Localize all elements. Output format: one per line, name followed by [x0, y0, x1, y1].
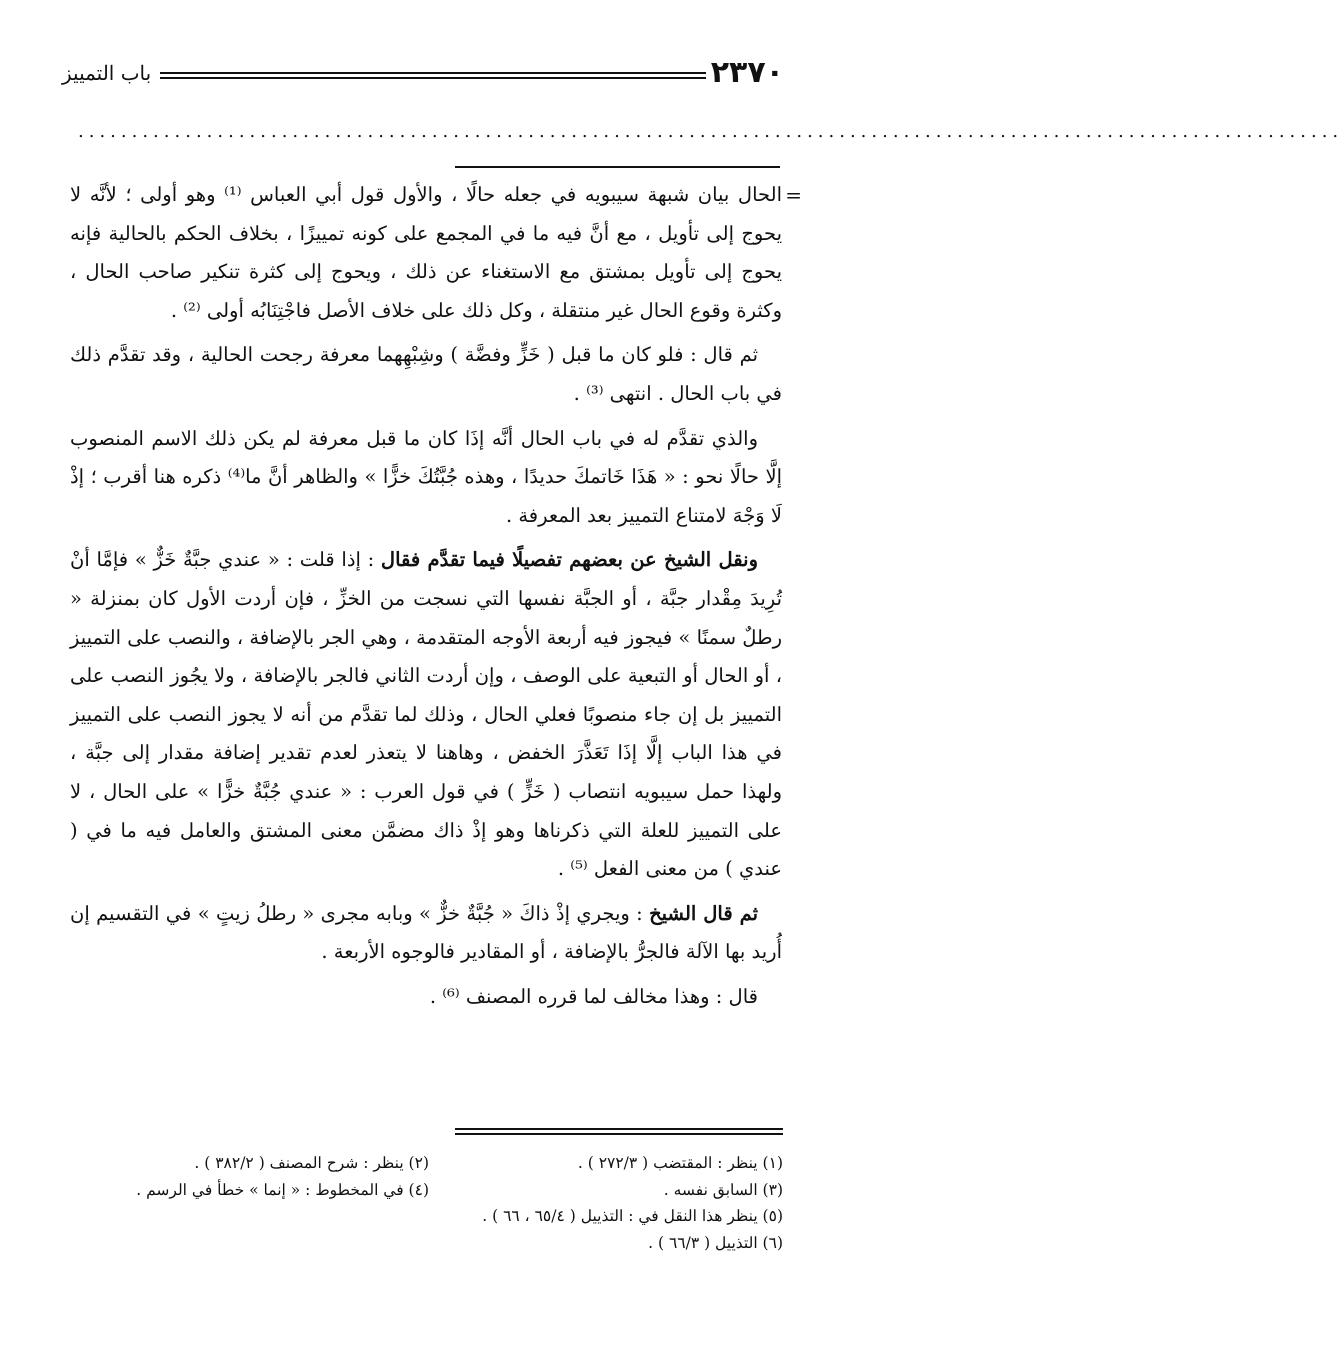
footnote-5: (٥) ينظر هذا النقل في : التذييل ( ٦٥/٤ ، ٦٦ ) .: [482, 1207, 783, 1225]
footnote-4: (٤) في المخطوط : « إنما » خطأ في الرسم .: [136, 1180, 429, 1199]
footnote-rule: [455, 1128, 783, 1138]
chapter-title: باب التمييز: [62, 61, 152, 85]
footnote-row-1: [75, 1150, 783, 1177]
main-text: [70, 176, 802, 1022]
footnote-6: (٦) التذييل ( ٦٦/٣ ) .: [648, 1233, 783, 1252]
running-header: [62, 52, 784, 96]
paragraph-2: ثم قال : فلو كان ما قبل ( خَزٍّ وفضَّة ) وشِبْهِهما معرفة رجحت الحالية ، وقد تقدَّم ذلك في باب الحال . انتهى ⁽³⁾ .: [70, 343, 782, 405]
paragraph-4: [70, 541, 782, 888]
footnote-rule-line-2: [455, 1133, 783, 1135]
footnote-3: (٣) السابق نفسه .: [663, 1180, 783, 1199]
footnote-row-3: [75, 1203, 783, 1230]
footnote-row-2: [75, 1177, 783, 1204]
continuation-mark: =: [785, 183, 802, 207]
paragraph-3: والذي تقدَّم له في باب الحال أنَّه إذَا كان ما قبل معرفة لم يكن ذلك الاسم المنصوب إلَّا حالًا نحو : « هَذَا خَاتمكَ حديدًا ، وهذه جُبَّتُكَ خزًّا » والظاهر أنَّ ما⁽⁴⁾ ذكره هنا أقرب ؛ إذْ لَا وَجْهَ لامتناع التمييز بعد المعرفة .: [70, 426, 782, 527]
paragraph-5: [70, 895, 782, 972]
footnote-rule-line-1: [455, 1128, 783, 1130]
paragraph-4-text: : إذا قلت : « عندي جبَّةٌ خَزٌّ » فإمَّا أنْ تُرِيدَ مِقْدار جبَّة ، أو الجبَّة نفسها التي نسجت من الخزِّ ، فإن أردت الأول كان بمنزلة « رطلٌ سمنًا » فيجوز فيه أربعة الأوجه المتقدمة ، وهي الجر بالإضافة ، والنصب على التمييز ، أو الحال أو التبعية على الوصف ، وإن أردت الثاني فالجر بالإضافة ، ولا يجُوز النصب على التمييز بل إن جاء منصوبًا فعلي الحال ، وذلك لما تقدَّم من أنه لا يجوز النصب على التمييز في هذا الباب إلَّا إذَا تَعَذَّرَ الخفض ، وهاهنا لا يتعذر لعدم تقدير إضافة مقدار إلى جبَّة ، ولهذا حمل سيبويه انتصاب ( خَزٍّ ) في قول العرب : « عندي جُبَّةٌ خزًّا » على الحال ، لا على التمييز للعلة التي ذكرناها وهو إذْ ذاك مضمَّن معنى المشتق والعامل فيه ما في ( عندي ) من معنى الفعل ⁽⁵⁾ .: [70, 548, 782, 881]
paragraph-4-lead: ونقل الشيخ عن بعضهم تفصيلًا فيما تقدَّم فقال: [380, 548, 758, 572]
footnote-row-4: [75, 1230, 783, 1257]
paragraph-1: [70, 176, 802, 330]
paragraph-5-lead: ثم قال الشيخ: [649, 901, 758, 925]
paragraph-1-text: الحال بيان شبهة سيبويه في جعله حالًا ، والأول قول أبي العباس ⁽¹⁾ وهو أولى ؛ لأنَّه لا يحوج إلى تأويل ، مع أنَّ فيه ما في المجمع على كونه تمييزًا ، بخلاف الحكم بالحالية فإنه يحوج إلى تأويل بمشتق مع الاستغناء عن ذلك ، ويحوج إلى كثرة تنكير صاحب الحال ، وكثرة وقوع الحال غير منتقلة ، وكل ذلك على خلاف الأصل فاجْتِنَابُه أولى ⁽²⁾ .: [70, 183, 782, 322]
top-rule: [455, 166, 780, 168]
header-rule: [160, 72, 706, 79]
paragraph-5-text: : ويجري إذْ ذاكَ « جُبَّةٌ خزٌّ » وبابه مجرى « رطلُ زيتٍ » في التقسيم إن أُريد بها الآلة فالجرُّ بالإضافة ، أو المقادير فالوجوه الأربعة .: [70, 901, 782, 964]
footnotes: [75, 1150, 783, 1256]
separator-dots: ......................................................................................................................: [78, 121, 1343, 142]
footnote-2: (٢) ينظر : شرح المصنف ( ٣٨٢/٢ ) .: [194, 1154, 429, 1172]
page-number: ٢٣٧٠: [710, 55, 784, 90]
footnote-1: (١) ينظر : المقتضب ( ٢٧٢/٣ ) .: [577, 1154, 783, 1172]
paragraph-6: قال : وهذا مخالف لما قرره المصنف ⁽⁶⁾ .: [429, 984, 758, 1008]
